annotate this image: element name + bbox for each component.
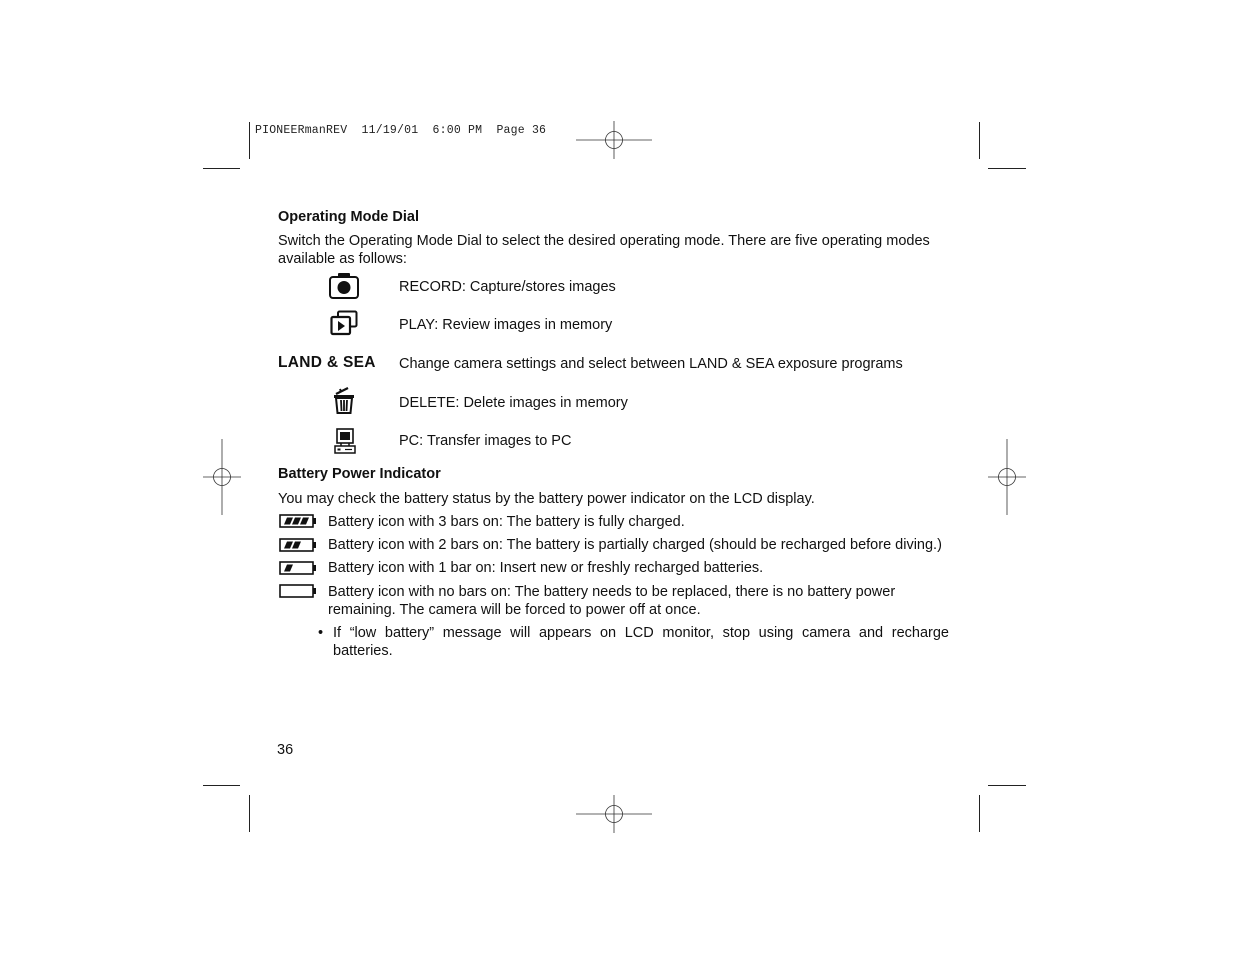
battery-intro: You may check the battery status by the battery power indicator on the LCD display. (278, 491, 815, 507)
play-icon (330, 310, 358, 336)
battery-empty-icon (279, 584, 317, 598)
mode-play-text: PLAY: Review images in memory (399, 317, 613, 333)
operating-mode-intro: Switch the Operating Mode Dial to select the desired operating mode. There are five operating modes available as follows: (278, 233, 930, 267)
battery-two-bars-text: Battery icon with 2 bars on: The battery is partially charged (should be recharged before diving.) (328, 537, 942, 553)
camera-icon (329, 272, 359, 299)
note-bullet: • (318, 625, 324, 641)
mode-record-text: RECORD: Capture/stores images (399, 279, 616, 295)
battery-full-icon (279, 514, 317, 528)
battery-two-bars-icon (279, 538, 317, 552)
mode-land-sea-text: Change camera settings and select between LAND & SEA exposure programs (399, 356, 903, 372)
battery-empty-text: Battery icon with no bars on: The battery needs to be replaced, there is no battery power remaining. The camera will be forced to power off at once. (328, 584, 896, 618)
low-battery-note: If “low battery” message will appears on LCD monitor, stop using camera and recharge batteries. (333, 625, 949, 659)
print-header: PIONEERmanREV 11/19/01 6:00 PM Page 36 (255, 124, 547, 137)
battery-full-text: Battery icon with 3 bars on: The battery is fully charged. (328, 514, 685, 530)
registration-mark-left (203, 439, 241, 515)
registration-mark-top (576, 121, 652, 159)
land-sea-label: LAND & SEA (278, 354, 376, 371)
battery-one-bar-text: Battery icon with 1 bar on: Insert new or freshly recharged batteries. (328, 560, 764, 576)
battery-heading: Battery Power Indicator (278, 466, 441, 482)
battery-one-bar-icon (279, 561, 317, 575)
trash-icon (333, 386, 355, 414)
registration-mark-right (988, 439, 1026, 515)
operating-mode-heading: Operating Mode Dial (278, 209, 419, 225)
computer-icon (334, 428, 356, 455)
mode-delete-text: DELETE: Delete images in memory (399, 395, 628, 411)
mode-pc-text: PC: Transfer images to PC (399, 433, 572, 449)
page-number: 36 (277, 742, 294, 758)
registration-mark-bottom (576, 795, 652, 833)
